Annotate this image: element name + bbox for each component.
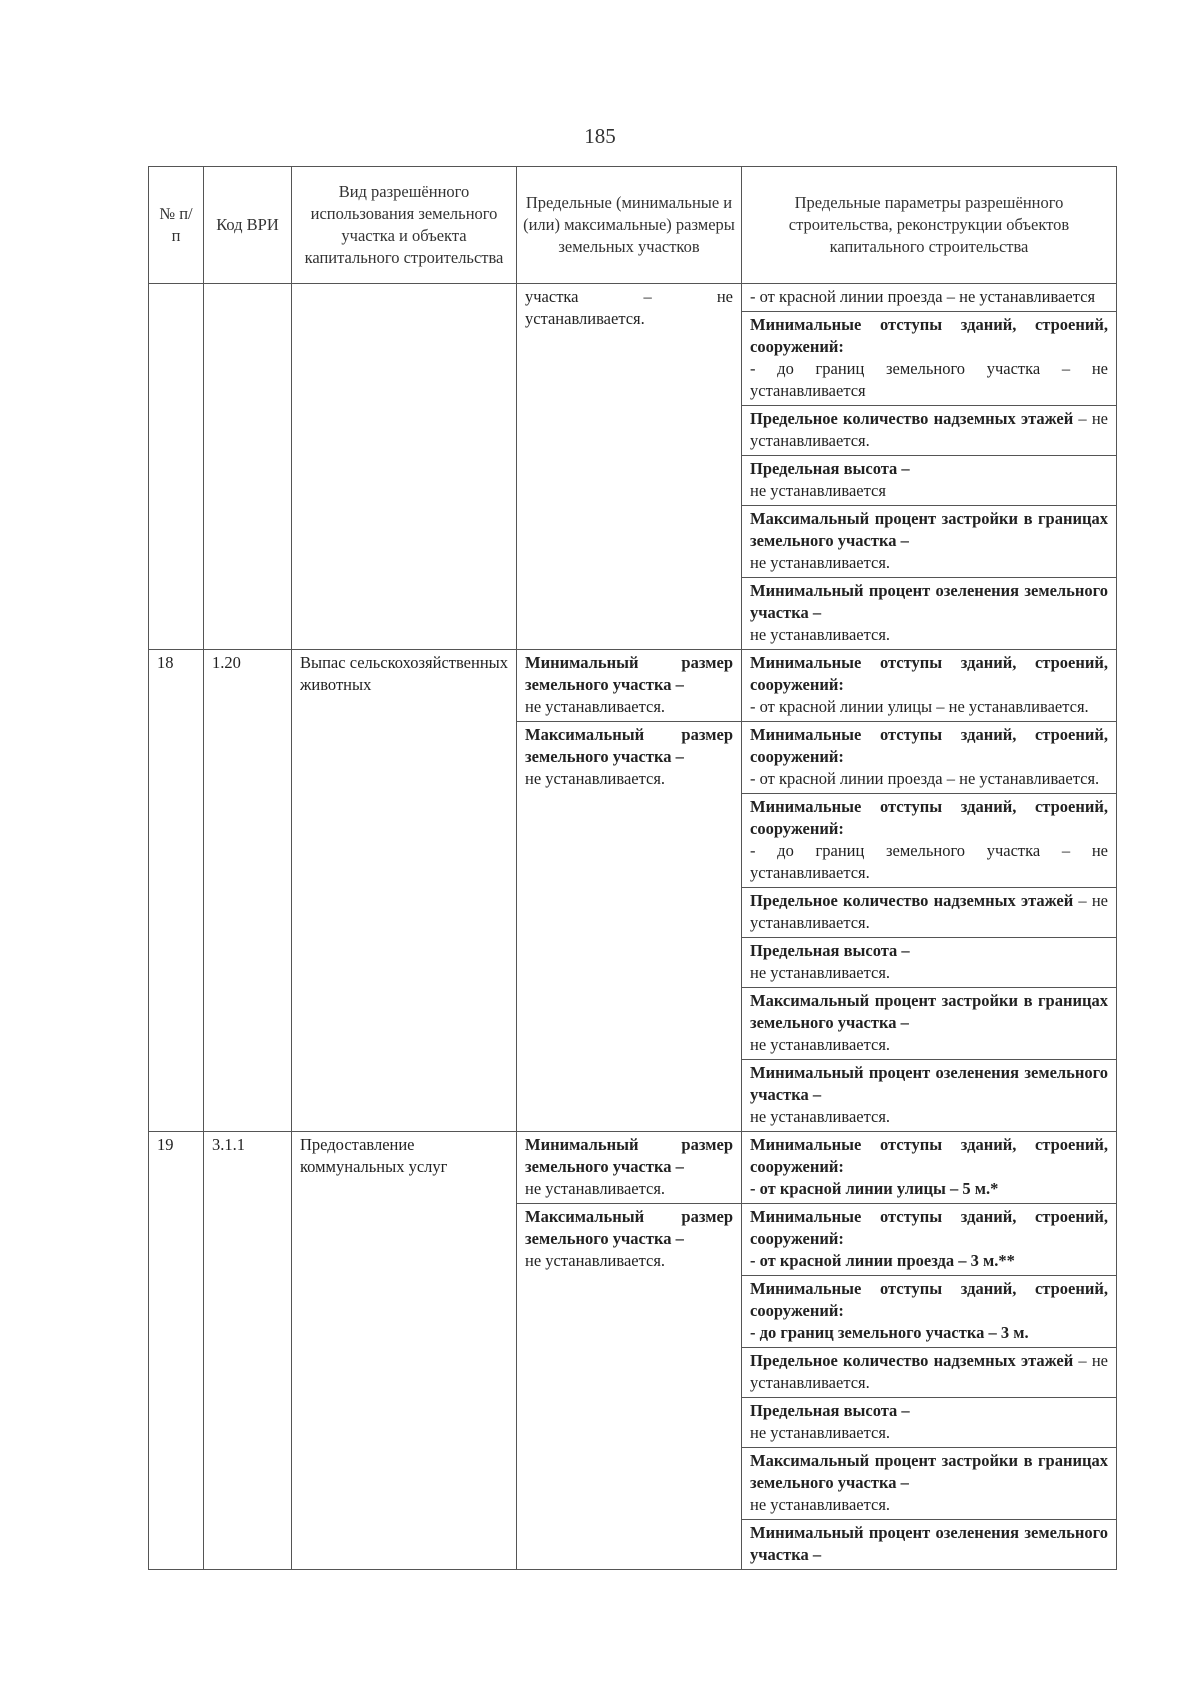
param-cell: Предельная высота – не устанавливается.	[742, 1398, 1117, 1448]
header-num: № п/п	[149, 167, 204, 284]
num-cell: 18	[149, 650, 204, 1132]
param-cell: Предельное количество надземных этажей – не устанавливается.	[742, 1348, 1117, 1398]
param-cell: Максимальный процент застройки в границах земельного участка – не устанавливается.	[742, 1448, 1117, 1520]
zoning-parameters-table	[148, 166, 1117, 1570]
param-cell: Предельная высота – не устанавливается	[742, 456, 1117, 506]
param-cell: Минимальные отступы зданий, строений, сооружений: - до границ земельного участка – не устанавливается	[742, 312, 1117, 406]
header-build-params: Предельные параметры разрешённого строительства, реконструкции объектов капитального строительства	[742, 167, 1117, 284]
param-cell: Предельное количество надземных этажей – не устанавливается.	[742, 888, 1117, 938]
param-cell: Минимальные отступы зданий, строений, сооружений: - до границ земельного участка – не устанавливается.	[742, 794, 1117, 888]
max-size-cell: Максимальный размер земельного участка – не устанавливается.	[517, 1204, 742, 1570]
param-cell: Минимальный процент озеленения земельного участка – не устанавливается.	[742, 1060, 1117, 1132]
param-cell: Минимальные отступы зданий, строений, сооружений: - от красной линии проезда – 3 м.**	[742, 1204, 1117, 1276]
use-type-cell: Предоставление коммунальных услуг	[292, 1132, 517, 1570]
param-cell: - от красной линии проезда – не устанавливается	[742, 284, 1117, 312]
param-cell: Предельное количество надземных этажей – не устанавливается.	[742, 406, 1117, 456]
num-cell: 19	[149, 1132, 204, 1570]
code-cell: 3.1.1	[204, 1132, 292, 1570]
header-plot-size: Предельные (минимальные и (или) максимальные) размеры земельных участков	[517, 167, 742, 284]
param-cell: Максимальный процент застройки в границах земельного участка – не устанавливается.	[742, 988, 1117, 1060]
param-cell: Предельная высота – не устанавливается.	[742, 938, 1117, 988]
max-size-cell: Максимальный размер земельного участка – не устанавливается.	[517, 722, 742, 1132]
use-type-cell	[292, 284, 517, 650]
page-number: 185	[584, 124, 616, 148]
param-cell: Минимальные отступы зданий, строений, сооружений: - от красной линии улицы – 5 м.*	[742, 1132, 1117, 1204]
table-row-18	[149, 650, 1117, 722]
table-row	[149, 284, 1117, 312]
num-cell	[149, 284, 204, 650]
param-cell: Минимальные отступы зданий, строений, сооружений: - от красной линии проезда – не устанавливается.	[742, 722, 1117, 794]
param-cell: Минимальные отступы зданий, строений, сооружений: - до границ земельного участка – 3 м.	[742, 1276, 1117, 1348]
param-cell: Минимальный процент озеленения земельного участка – не устанавливается.	[742, 578, 1117, 650]
table-header-row	[149, 167, 1117, 284]
code-cell: 1.20	[204, 650, 292, 1132]
param-cell: Максимальный процент застройки в границах земельного участка – не устанавливается.	[742, 506, 1117, 578]
table-row-19	[149, 1132, 1117, 1204]
header-use-type: Вид разрешённого использования земельного участка и объекта капитального строительства	[292, 167, 517, 284]
use-type-cell: Выпас сельскохозяйственных животных	[292, 650, 517, 1132]
min-size-cell: Минимальный размер земельного участка – не устанавливается.	[517, 650, 742, 722]
param-cell: Минимальный процент озеленения земельного участка –	[742, 1520, 1117, 1570]
code-cell	[204, 284, 292, 650]
param-cell: Минимальные отступы зданий, строений, сооружений: - от красной линии улицы – не устанавливается.	[742, 650, 1117, 722]
min-size-cell: Минимальный размер земельного участка – не устанавливается.	[517, 1132, 742, 1204]
plot-size-cell: участка – не устанавливается.	[517, 284, 742, 650]
header-code: Код ВРИ	[204, 167, 292, 284]
